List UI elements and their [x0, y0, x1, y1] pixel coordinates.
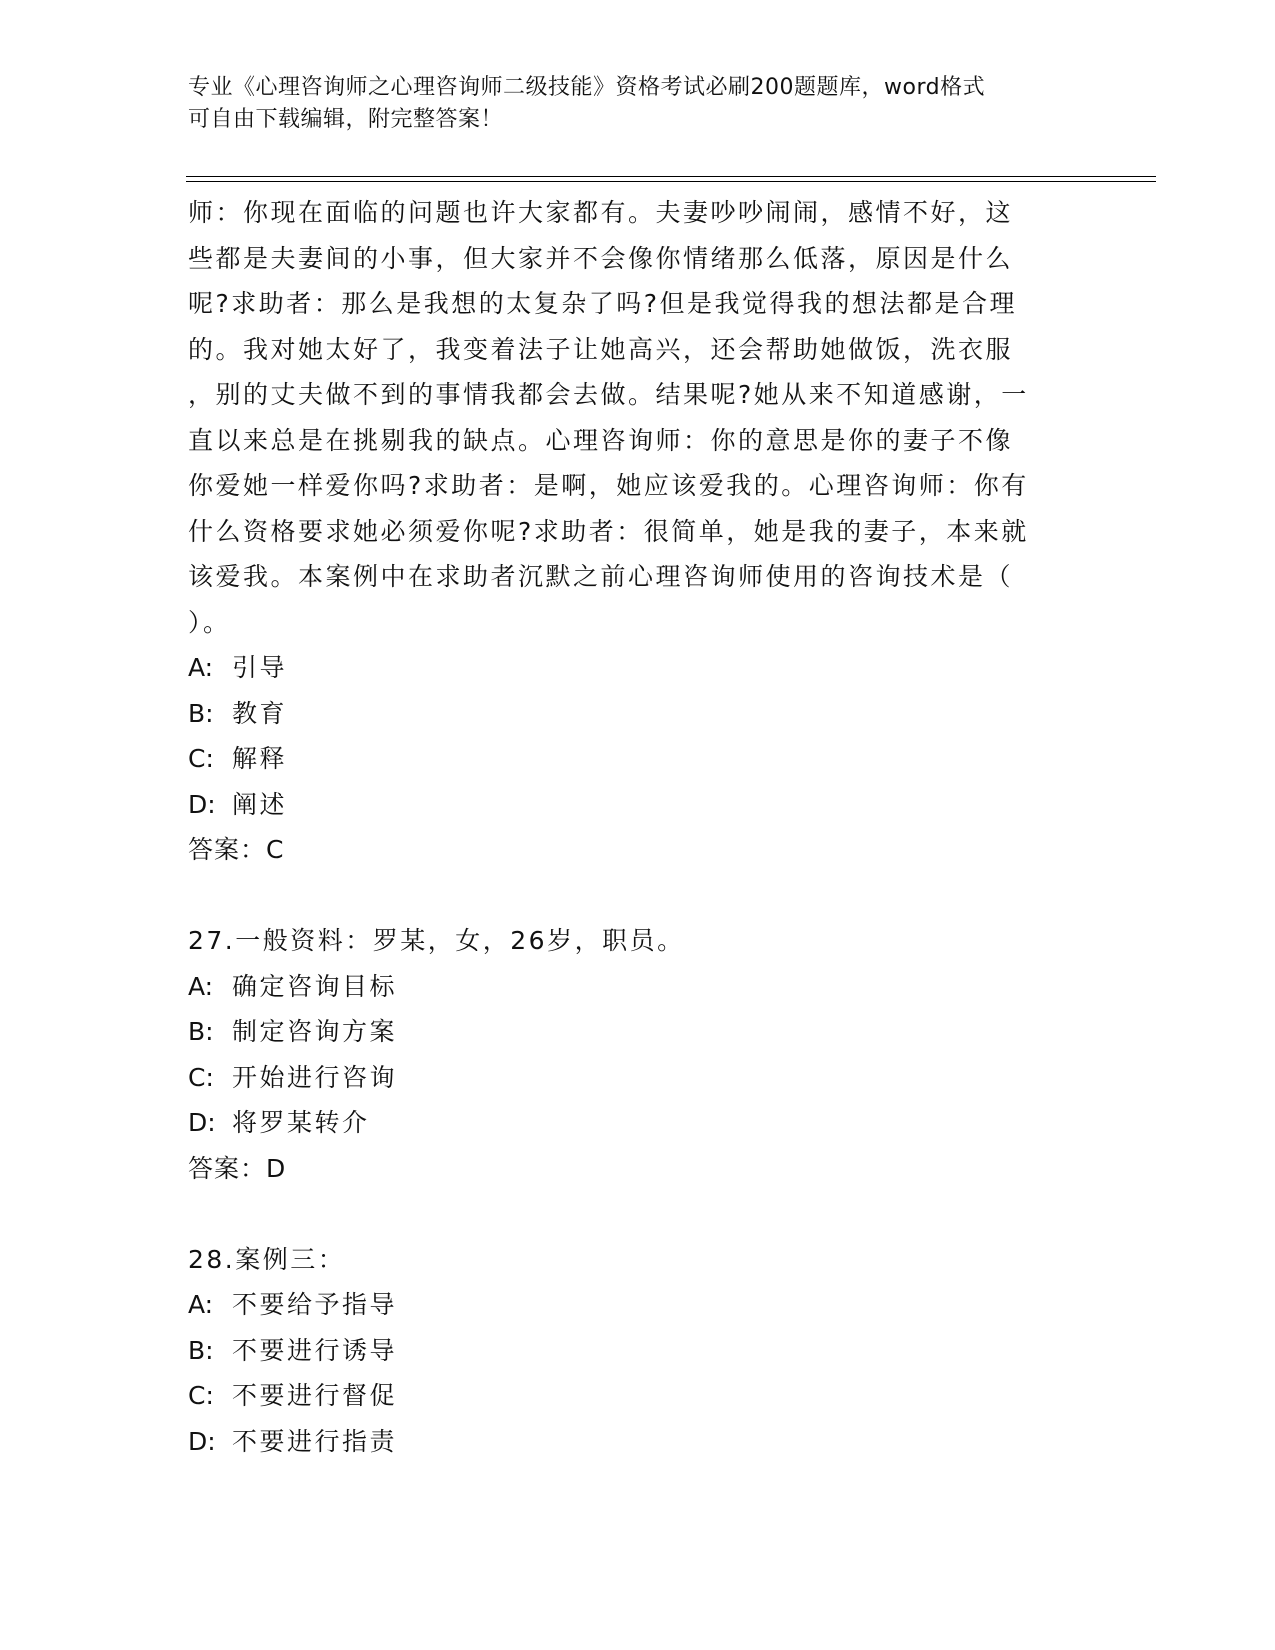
option-text: 不要进行诱导 — [232, 1335, 398, 1365]
stem-line: 师：你现在面临的问题也许大家都有。夫妻吵吵闹闹，感情不好，这 — [188, 198, 1014, 227]
option-c — [188, 736, 1078, 782]
question-28 — [188, 1237, 1078, 1465]
question-26 — [188, 190, 1078, 873]
option-b — [188, 691, 1078, 737]
option-letter: C: — [188, 1062, 214, 1092]
header-rule-top — [186, 176, 1156, 177]
answer: 答案：C — [188, 835, 285, 864]
option-letter: B: — [188, 1335, 214, 1365]
option-letter: B: — [188, 1017, 214, 1046]
option-a — [188, 1282, 1078, 1328]
option-letter: D: — [188, 789, 216, 819]
stem-line: 该爱我。本案例中在求助者沉默之前心理咨询师使用的咨询技术是（ — [188, 562, 1014, 591]
answer: 答案：D — [188, 1153, 287, 1183]
question-26-stem — [188, 190, 1078, 645]
option-letter: D: — [188, 1426, 216, 1456]
spacer — [188, 1191, 1078, 1237]
option-text: 教育 — [232, 698, 288, 728]
stem-line: 你爱她一样爱你吗?求助者：是啊，她应该爱我的。心理咨询师：你有 — [188, 471, 1029, 500]
header-line-2: 可自由下载编辑，附完整答案！ — [188, 107, 504, 132]
header-line-1: 专业《心理咨询师之心理咨询师二级技能》资格考试必刷200题题库，word格式 — [188, 75, 986, 100]
option-text: 确定咨询目标 — [232, 971, 398, 1001]
option-c — [188, 1055, 1078, 1101]
document-body — [188, 190, 1078, 1464]
stem-line: 呢?求助者：那么是我想的太复杂了吗?但是我觉得我的想法都是合理 — [188, 289, 1018, 318]
option-b — [188, 1328, 1078, 1374]
option-letter: A: — [188, 1290, 214, 1319]
stem-line: 什么资格要求她必须爱你呢?求助者：很简单，她是我的妻子，本来就 — [188, 516, 1029, 546]
option-b — [188, 1009, 1078, 1055]
header-rule-bottom — [186, 181, 1156, 182]
spacer — [188, 873, 1078, 919]
stem-line: ，别的丈夫做不到的事情我都会去做。结果呢?她从来不知道感谢，一 — [188, 380, 1029, 409]
option-letter: A: — [188, 653, 214, 682]
option-letter: D: — [188, 1108, 216, 1137]
stem-line: 直以来总是在挑剔我的缺点。心理咨询师：你的意思是你的妻子不像 — [188, 425, 1014, 455]
option-text: 制定咨询方案 — [232, 1017, 398, 1046]
option-letter: C: — [188, 1381, 214, 1410]
option-a — [188, 964, 1078, 1010]
document-header — [188, 72, 1068, 136]
question-27 — [188, 918, 1078, 1191]
option-text: 不要进行指责 — [232, 1426, 398, 1456]
option-letter: B: — [188, 698, 214, 728]
stem-line: ）。 — [188, 607, 231, 637]
option-a — [188, 645, 1078, 691]
question-27-title: 27.一般资料：罗某，女，26岁，职员。 — [188, 926, 685, 955]
stem-line: 些都是夫妻间的小事，但大家并不会像你情绪那么低落，原因是什么 — [188, 243, 1014, 273]
option-d — [188, 782, 1078, 828]
stem-line: 的。我对她太好了，我变着法子让她高兴，还会帮助她做饭，洗衣服 — [188, 334, 1014, 364]
option-text: 将罗某转介 — [232, 1108, 370, 1137]
option-letter: C: — [188, 744, 214, 773]
option-text: 不要给予指导 — [232, 1290, 398, 1319]
option-d — [188, 1100, 1078, 1146]
option-text: 阐述 — [232, 789, 288, 819]
option-d — [188, 1419, 1078, 1465]
question-28-title: 28.案例三： — [188, 1244, 346, 1274]
option-text: 不要进行督促 — [232, 1381, 398, 1410]
option-text: 引导 — [232, 653, 288, 682]
option-text: 解释 — [232, 744, 288, 773]
option-letter: A: — [188, 971, 214, 1001]
option-text: 开始进行咨询 — [232, 1062, 398, 1092]
option-c — [188, 1373, 1078, 1419]
